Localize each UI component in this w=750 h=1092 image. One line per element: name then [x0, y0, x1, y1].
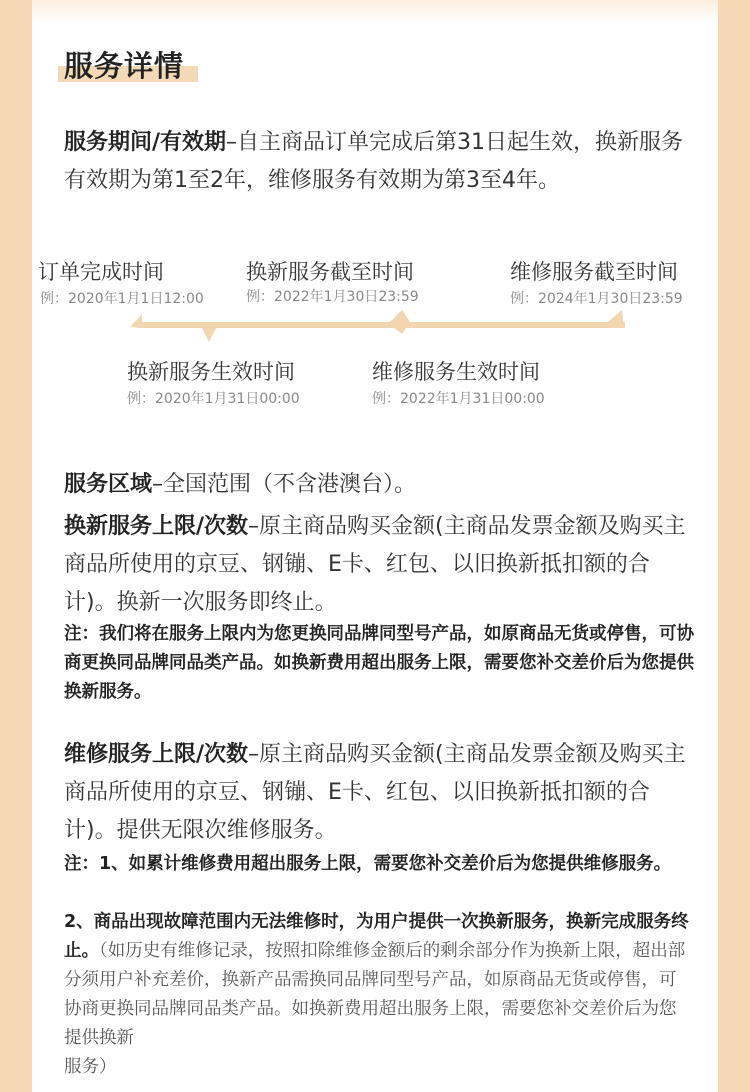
repair-note-2-light: （如历史有维修记录，按照扣除维修金额后的剩余部分作为换新上限，超出部分须用户补充差价，换新产品需换同品牌同型号产品，如原商品无货或停售，可协商更换同品牌同品类产品。如换新费用超出服务上限，需要您补交差价后为您提供换新 — [64, 941, 686, 1048]
timeline-repair-start-label: 维修服务生效时间 — [372, 360, 540, 384]
timeline-replace-start-marker — [202, 328, 216, 342]
service-period-paragraph — [64, 124, 694, 200]
repair-note-2-tail: 服务） — [64, 1057, 117, 1077]
repair-limit-label: 维修服务上限/次数 — [64, 742, 249, 767]
timeline-replace-start-label: 换新服务生效时间 — [127, 360, 295, 384]
service-region-label: 服务区域 — [64, 472, 153, 497]
replace-limit-paragraph — [64, 508, 694, 622]
service-region-text: –全国范围（不含港澳台）。 — [152, 472, 417, 497]
timeline-order-complete-example: 例：2020年1月1日12:00 — [40, 291, 204, 307]
timeline-markers — [124, 310, 644, 346]
repair-note-1: 注：1、如累计维修费用超出服务上限，需要您补交差价后为您提供维修服务。 — [64, 854, 672, 874]
timeline-replace-end-example: 例：2022年1月30日23:59 — [246, 289, 419, 305]
replace-limit-label: 换新服务上限/次数 — [64, 514, 249, 539]
timeline-repair-end-example: 例：2024年1月30日23:59 — [510, 291, 683, 307]
section-title: 服务详情 — [64, 49, 185, 83]
repair-note-2-bold: 2、商品出现故障范围内无法维修时，为用户提供一次换新服务，换新完成服务终止。 — [64, 912, 689, 961]
service-period-text: –自主商品订单完成后第31日起生效，换新服务有效期为第1至2年，维修服务有效期为第3至4年。 — [64, 130, 684, 193]
timeline-start-marker — [130, 314, 142, 328]
replace-note: 注：我们将在服务上限内为您更换同品牌同型号产品，如原商品无货或停售，可协商更换同品牌同品类产品。如换新费用超出服务上限，需要您补交差价后为您提供换新服务。 — [64, 624, 694, 702]
repair-limit-paragraph — [64, 736, 694, 850]
timeline-replace-end-label: 换新服务截至时间 — [246, 260, 414, 284]
timeline-repair-end-label: 维修服务截至时间 — [510, 260, 678, 284]
timeline-end-marker — [608, 310, 624, 328]
service-region-paragraph — [64, 466, 694, 504]
replace-limit-text: –原主商品购买金额(主商品发票金额及购买主商品所使用的京豆、钢镚、E卡、红包、以旧换新抵扣额的合计)。换新一次服务即终止。 — [64, 514, 686, 615]
service-period-label: 服务期间/有效期 — [64, 130, 227, 155]
service-detail-card — [32, 0, 718, 1092]
card-top-shade — [32, 0, 718, 22]
timeline-repair-start-example: 例：2022年1月31日00:00 — [372, 391, 545, 407]
timeline-repair-start-marker — [390, 310, 410, 334]
timeline-order-complete-label: 订单完成时间 — [38, 260, 164, 284]
timeline-replace-start-example: 例：2020年1月31日00:00 — [127, 391, 300, 407]
repair-limit-text: –原主商品购买金额(主商品发票金额及购买主商品所使用的京豆、钢镚、E卡、红包、以旧换新抵扣额的合计)。提供无限次维修服务。 — [64, 742, 686, 843]
repair-note-2 — [64, 908, 692, 1082]
